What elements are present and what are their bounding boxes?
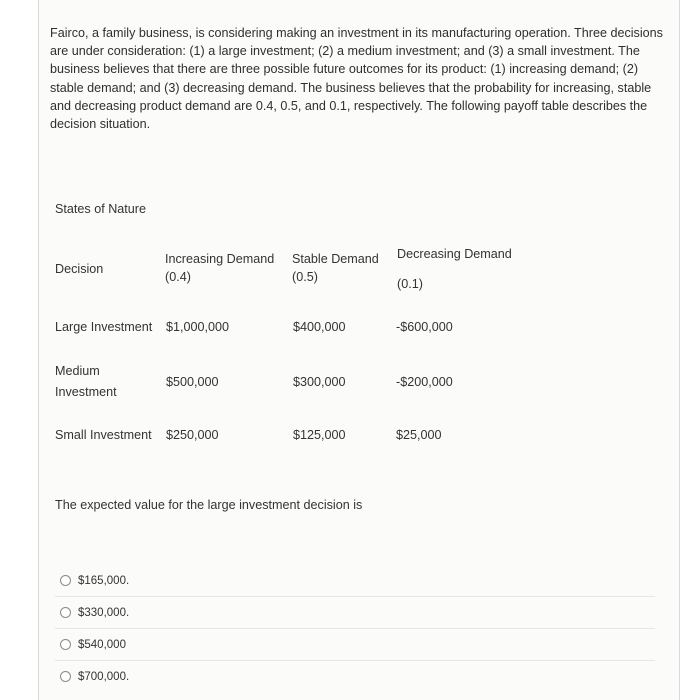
row-medium-decreasing: -$200,000 — [396, 375, 453, 389]
answer-option[interactable] — [55, 597, 655, 629]
row-small-increasing: $250,000 — [166, 428, 219, 442]
radio-button-icon[interactable] — [60, 607, 71, 618]
row-small-decreasing: $25,000 — [396, 428, 442, 442]
col-header-decreasing-name: Decreasing Demand — [397, 247, 512, 261]
question-text: The expected value for the large investment decision is — [55, 498, 363, 512]
row-medium-stable: $300,000 — [293, 375, 346, 389]
row-large-decreasing: -$600,000 — [396, 320, 453, 334]
row-small-stable: $125,000 — [293, 428, 346, 442]
col-header-increasing-prob: (0.4) — [165, 270, 191, 284]
row-small-label: Small Investment — [55, 428, 152, 442]
col-header-increasing-name: Increasing Demand — [165, 252, 275, 266]
radio-button-icon[interactable] — [60, 575, 71, 586]
answer-option-label: $165,000. — [78, 574, 130, 587]
answer-options — [55, 565, 655, 692]
states-of-nature-label: States of Nature — [55, 202, 147, 216]
col-header-decreasing — [397, 245, 512, 293]
row-medium-label — [55, 362, 117, 402]
radio-button-icon[interactable] — [60, 671, 71, 682]
row-large-stable: $400,000 — [293, 320, 346, 334]
problem-statement: Fairco, a family business, is considering making an investment in its manufacturing operation. Three decisions are under consideration: (1) a large investment; (2) a medium investment; and (3) a small investment. The business believes that there are three possible future outcomes for its product: (1) increasing demand; (2) stable demand; and (3) decreasing demand. The business believes that the probability for increasing, stable and decreasing product demand are 0.4, 0.5, and 0.1, respectively. The following payoff table describes the decision situation. — [50, 26, 663, 132]
answer-option-label: $330,000. — [78, 606, 130, 619]
col-header-stable-prob: (0.5) — [292, 270, 318, 284]
col-header-decreasing-prob: (0.1) — [397, 277, 423, 291]
row-large-increasing: $1,000,000 — [166, 320, 230, 334]
answer-option[interactable] — [55, 661, 655, 692]
answer-option[interactable] — [55, 565, 655, 597]
answer-option-label: $540,000 — [78, 638, 126, 651]
col-header-stable-name: Stable Demand — [292, 252, 379, 266]
col-header-stable — [292, 250, 379, 286]
radio-button-icon[interactable] — [60, 639, 71, 650]
answer-option-label: $700,000. — [78, 670, 130, 683]
row-medium-increasing: $500,000 — [166, 375, 219, 389]
answer-option[interactable] — [55, 629, 655, 661]
row-medium-label-line2: Investment — [55, 385, 117, 399]
decision-header: Decision — [55, 262, 104, 276]
row-large-label: Large Investment — [55, 320, 153, 334]
row-medium-label-line1: Medium — [55, 364, 100, 378]
col-header-increasing — [165, 250, 274, 286]
